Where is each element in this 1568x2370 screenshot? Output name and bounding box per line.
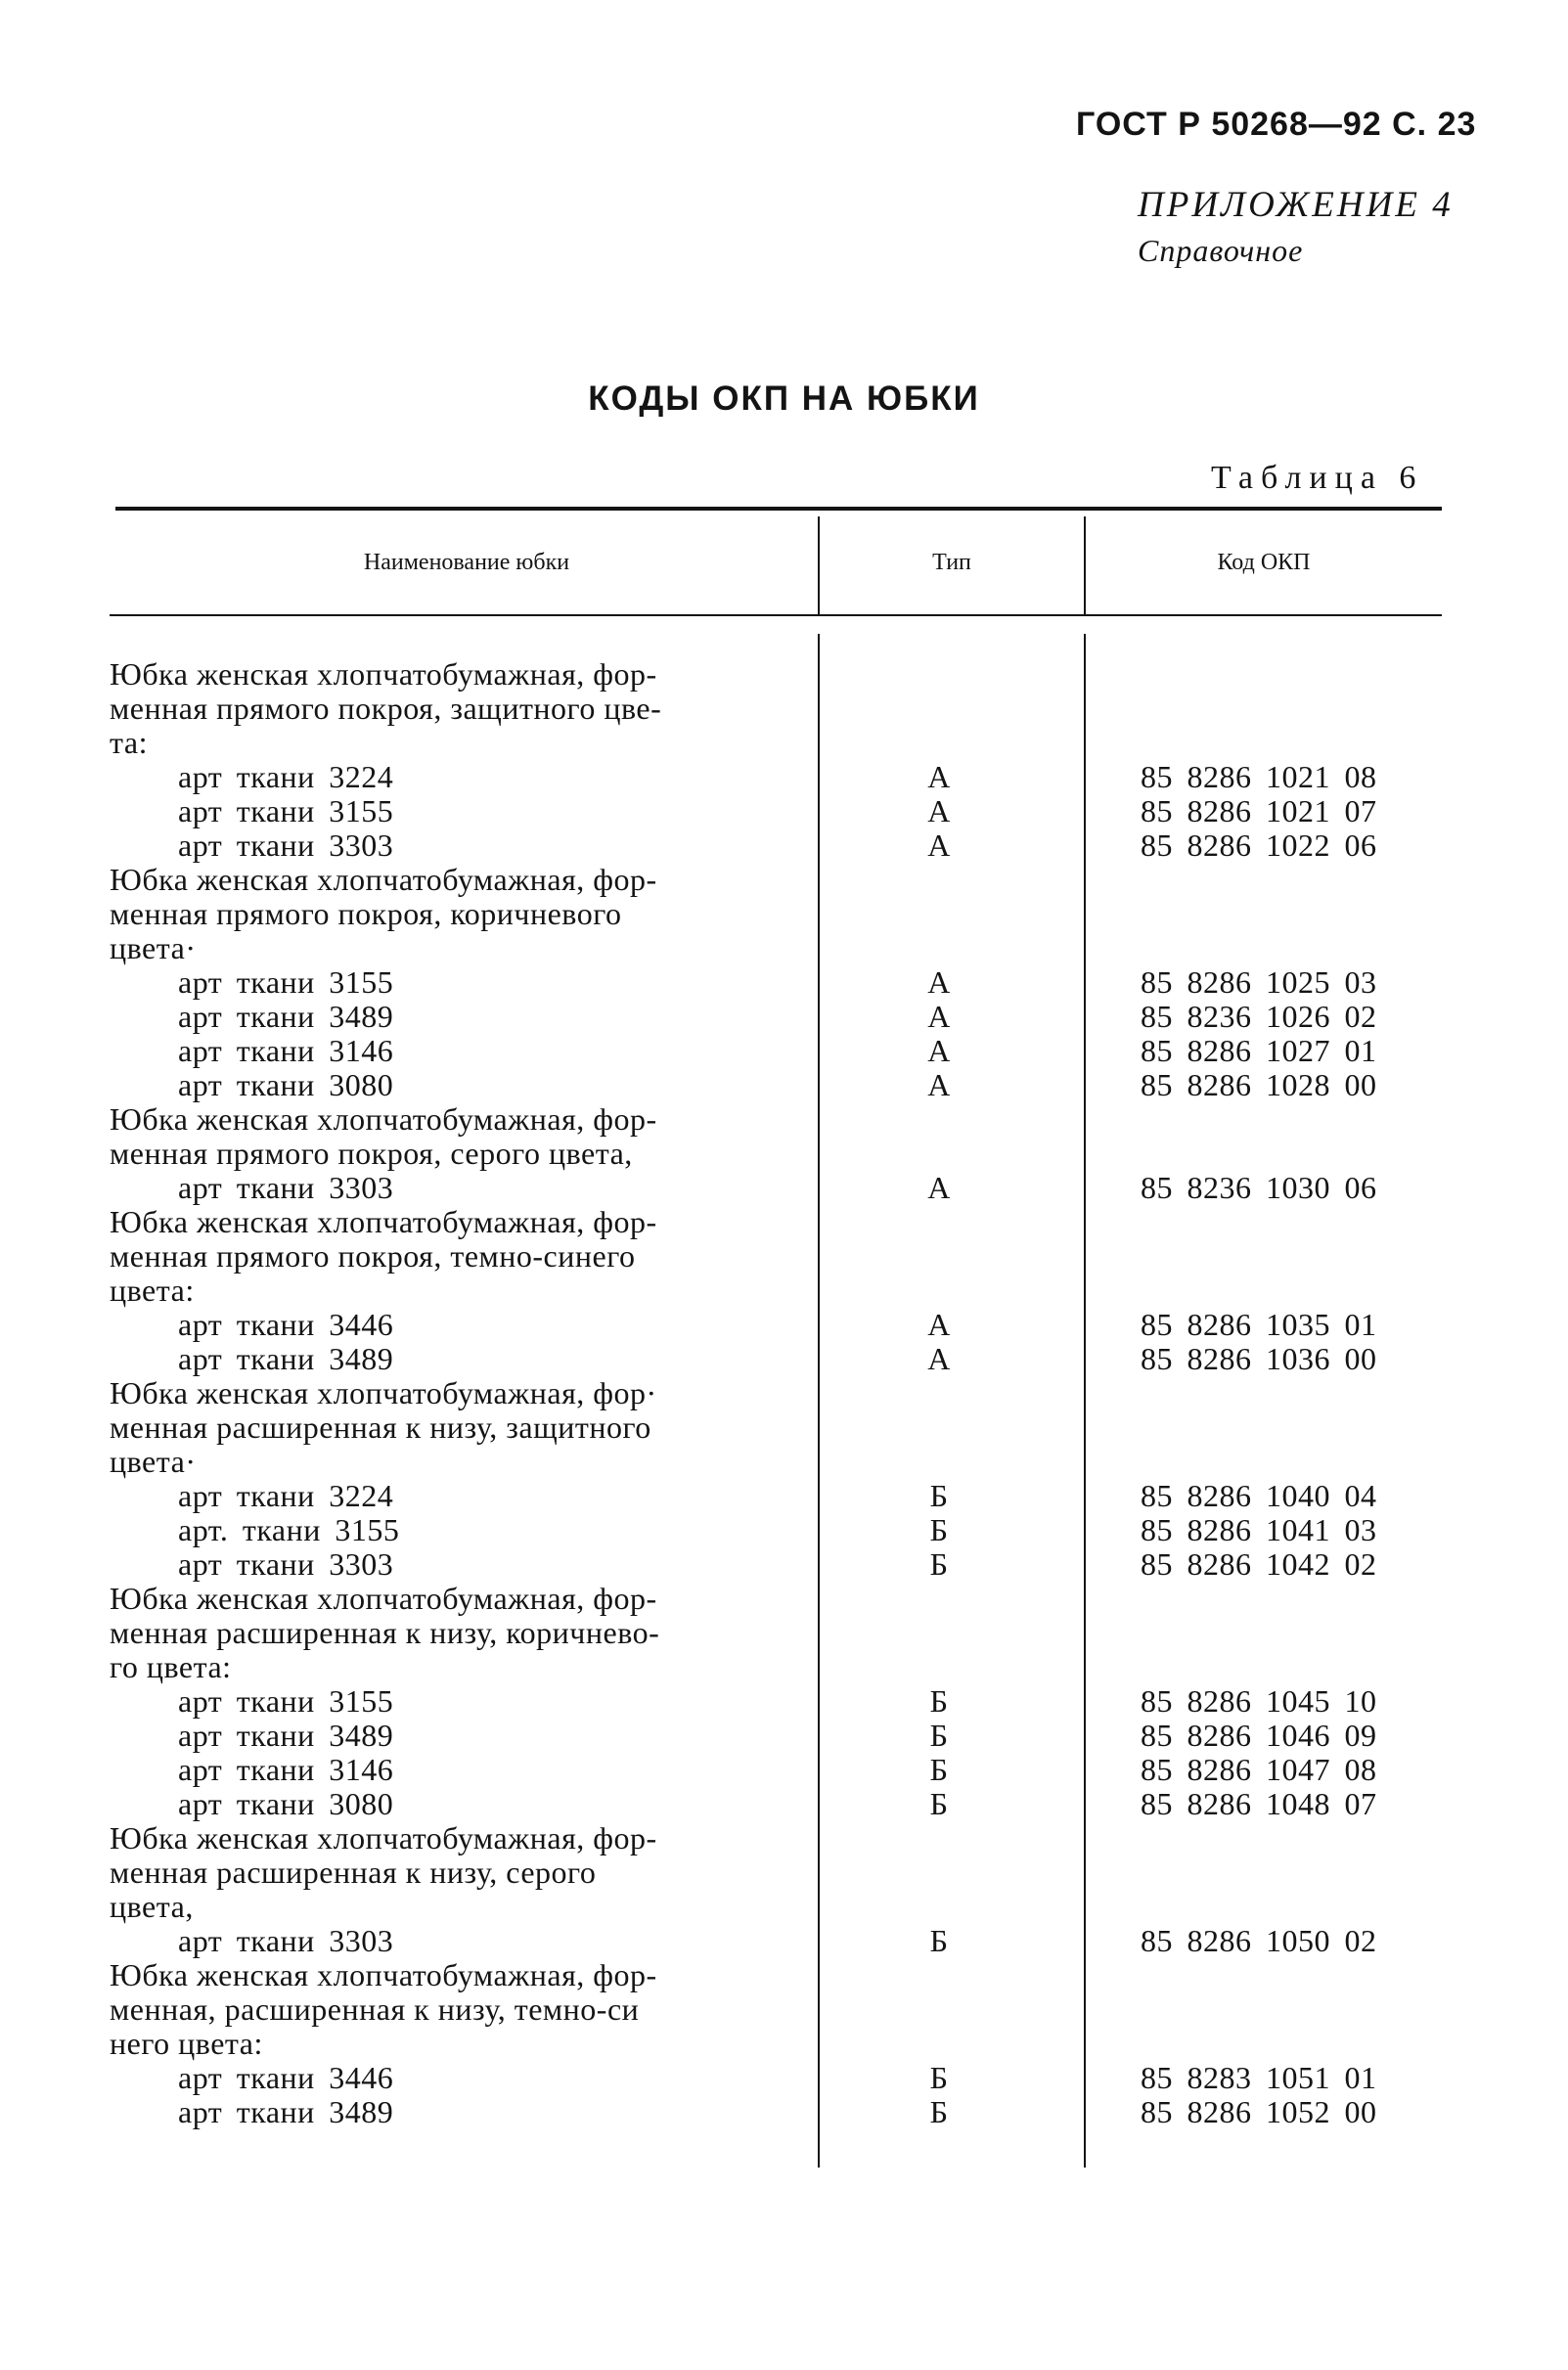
skirt-name: Юбка женская хлопчатобумажная, фор-: [110, 1101, 657, 1137]
okp-code: [1072, 1856, 1442, 1890]
okp-code: [1072, 863, 1442, 897]
okp-code: 85 8286 1028 00: [1141, 1067, 1377, 1102]
table-row: [110, 1410, 1442, 1445]
skirt-name: цвета·: [110, 930, 197, 965]
skirt-type: [806, 863, 1072, 897]
skirt-type: [806, 1205, 1072, 1239]
skirt-type: [806, 1992, 1072, 2027]
table-row: [110, 1342, 1442, 1376]
table-row: [110, 1445, 1442, 1479]
table-row: [110, 1171, 1442, 1205]
fabric-article: арт ткани 3303: [178, 1170, 394, 1205]
okp-code: 85 8286 1046 09: [1141, 1718, 1377, 1753]
skirt-type: [806, 1445, 1072, 1479]
table-row: [110, 1479, 1442, 1513]
table-row: [110, 1787, 1442, 1821]
skirt-type: [806, 1958, 1072, 1992]
skirt-type: [806, 1102, 1072, 1137]
fabric-article: арт ткани 3155: [178, 793, 394, 828]
fabric-article: арт ткани 3080: [178, 1786, 394, 1821]
table-row: [110, 931, 1442, 965]
okp-code: 85 8286 1052 00: [1141, 2094, 1377, 2129]
okp-code: [1072, 1821, 1442, 1856]
table-row: [110, 1582, 1442, 1616]
okp-code: 85 8286 1021 08: [1141, 759, 1377, 794]
okp-code: 85 8286 1035 01: [1141, 1307, 1377, 1342]
table-row: [110, 828, 1442, 863]
table-row: [110, 2061, 1442, 2095]
okp-code: 85 8286 1021 07: [1141, 793, 1377, 828]
okp-code: [1072, 1274, 1442, 1308]
okp-code: [1072, 1616, 1442, 1650]
fabric-article: арт ткани 3224: [178, 759, 394, 794]
fabric-article: арт ткани 3146: [178, 1033, 394, 1068]
table-row: [110, 1376, 1442, 1410]
skirt-name: Юбка женская хлопчатобумажная, фор-: [110, 1820, 657, 1856]
table-row: [110, 2027, 1442, 2061]
skirt-type: [806, 931, 1072, 965]
okp-code: [1072, 1650, 1442, 1684]
table-row: [110, 657, 1442, 692]
okp-code: [1072, 1102, 1442, 1137]
appendix-type: Справочное: [1138, 233, 1304, 268]
table-row: [110, 863, 1442, 897]
skirt-type: [806, 897, 1072, 931]
skirt-type: [806, 692, 1072, 726]
okp-code: 85 8236 1030 06: [1141, 1170, 1377, 1205]
skirt-name: менная прямого покроя, серого цвета,: [110, 1136, 633, 1171]
skirt-name: менная расширенная к низу, коричнево-: [110, 1615, 660, 1650]
okp-code: [1072, 1958, 1442, 1992]
okp-code: 85 8286 1040 04: [1141, 1478, 1377, 1513]
table-row: [110, 1513, 1442, 1547]
table-top-rule: [115, 507, 1442, 511]
skirt-type: [806, 1239, 1072, 1274]
fabric-article: арт. ткани 3155: [178, 1512, 400, 1547]
skirt-type: А: [927, 999, 951, 1034]
skirt-name: Юбка женская хлопчатобумажная, фор-: [110, 1957, 657, 1992]
skirt-type: Б: [929, 2094, 949, 2129]
skirt-type: Б: [929, 1786, 949, 1821]
skirt-name: него цвета:: [110, 2026, 263, 2061]
skirt-name: Юбка женская хлопчатобумажная, фор-: [110, 1204, 657, 1239]
table-row: [110, 1205, 1442, 1239]
okp-code: [1072, 1445, 1442, 1479]
skirt-name: менная, расширенная к низу, темно-си: [110, 1991, 640, 2027]
okp-code: 85 8286 1041 03: [1141, 1512, 1377, 1547]
fabric-article: арт ткани 3155: [178, 964, 394, 1000]
skirt-type: [806, 1856, 1072, 1890]
table-row: [110, 1102, 1442, 1137]
skirt-type: [806, 2027, 1072, 2061]
fabric-article: арт ткани 3489: [178, 1718, 394, 1753]
skirt-type: А: [927, 1341, 951, 1376]
skirt-type: Б: [929, 1718, 949, 1753]
skirt-name: цвета·: [110, 1444, 197, 1479]
table-row: [110, 1821, 1442, 1856]
okp-code: 85 8286 1048 07: [1141, 1786, 1377, 1821]
table-row: [110, 1924, 1442, 1958]
okp-code: 85 8286 1047 08: [1141, 1752, 1377, 1787]
okp-code: 85 8286 1036 00: [1141, 1341, 1377, 1376]
table-body: [110, 657, 1442, 2129]
table-row: [110, 897, 1442, 931]
fabric-article: арт ткани 3446: [178, 2060, 394, 2095]
skirt-type: [806, 657, 1072, 692]
table-row: [110, 1308, 1442, 1342]
okp-code: 85 8286 1045 10: [1141, 1683, 1377, 1719]
table-row: [110, 1650, 1442, 1684]
okp-code: [1072, 1890, 1442, 1924]
skirt-type: Б: [929, 1478, 949, 1513]
table-row: [110, 1684, 1442, 1719]
skirt-type: [806, 1582, 1072, 1616]
okp-code: [1072, 1137, 1442, 1171]
skirt-name: Юбка женская хлопчатобумажная, фор·: [110, 1375, 657, 1410]
skirt-type: [806, 1274, 1072, 1308]
table-row: [110, 692, 1442, 726]
document-title: КОДЫ ОКП НА ЮБКИ: [588, 380, 980, 418]
okp-code: [1072, 726, 1442, 760]
skirt-name: менная расширенная к низу, защитного: [110, 1409, 651, 1445]
table-row: [110, 1958, 1442, 1992]
okp-code: 85 8286 1027 01: [1141, 1033, 1377, 1068]
okp-code: [1072, 1582, 1442, 1616]
column-header-code: Код ОКП: [1217, 550, 1311, 575]
skirt-name: менная прямого покроя, защитного цве-: [110, 691, 662, 726]
skirt-name: го цвета:: [110, 1649, 232, 1684]
skirt-name: менная расширенная к низу, серого: [110, 1855, 597, 1890]
skirt-type: Б: [929, 1683, 949, 1719]
okp-code: 85 8286 1042 02: [1141, 1546, 1377, 1582]
okp-code: [1072, 897, 1442, 931]
skirt-type: [806, 1616, 1072, 1650]
fabric-article: арт ткани 3446: [178, 1307, 394, 1342]
skirt-type: Б: [929, 1512, 949, 1547]
okp-code: [1072, 1376, 1442, 1410]
okp-code: [1072, 2027, 1442, 2061]
skirt-name: цвета:: [110, 1273, 195, 1308]
table-row: [110, 1000, 1442, 1034]
table-row: [110, 1239, 1442, 1274]
column-header-name: Наименование юбки: [363, 550, 570, 575]
skirt-type: Б: [929, 1752, 949, 1787]
okp-code: [1072, 1992, 1442, 2027]
table-row: [110, 1137, 1442, 1171]
table-row: [110, 1616, 1442, 1650]
okp-code: 85 8286 1050 02: [1141, 1923, 1377, 1958]
skirt-type: А: [927, 1307, 951, 1342]
skirt-name: Юбка женская хлопчатобумажная, фор-: [110, 1581, 657, 1616]
okp-code: 85 8236 1026 02: [1141, 999, 1377, 1034]
table-row: [110, 1753, 1442, 1787]
table-row: [110, 1856, 1442, 1890]
table-row: [110, 1034, 1442, 1068]
skirt-name: менная прямого покроя, темно-синего: [110, 1238, 636, 1274]
skirt-type: [806, 1890, 1072, 1924]
okp-code: 85 8286 1022 06: [1141, 827, 1377, 863]
skirt-name: Юбка женская хлопчатобумажная, фор-: [110, 656, 657, 692]
table-row: [110, 2095, 1442, 2129]
skirt-type: [806, 1137, 1072, 1171]
okp-code: [1072, 1239, 1442, 1274]
fabric-article: арт ткани 3146: [178, 1752, 394, 1787]
fabric-article: арт ткани 3489: [178, 2094, 394, 2129]
column-header-type: Тип: [932, 550, 971, 575]
skirt-type: [806, 726, 1072, 760]
fabric-article: арт ткани 3489: [178, 999, 394, 1034]
table-row: [110, 1068, 1442, 1102]
skirt-type: [806, 1650, 1072, 1684]
table-header-rule: [110, 614, 1442, 616]
skirt-type: А: [927, 1067, 951, 1102]
fabric-article: арт ткани 3303: [178, 1546, 394, 1582]
okp-code: [1072, 1205, 1442, 1239]
skirt-name: Юбка женская хлопчатобумажная, фор-: [110, 862, 657, 897]
skirt-type: А: [927, 1170, 951, 1205]
okp-code: [1072, 931, 1442, 965]
table-row: [110, 1992, 1442, 2027]
appendix-title: ПРИЛОЖЕНИЕ 4: [1138, 185, 1454, 225]
table-row: [110, 1274, 1442, 1308]
okp-code: 85 8283 1051 01: [1141, 2060, 1377, 2095]
fabric-article: арт ткани 3155: [178, 1683, 394, 1719]
skirt-type: А: [927, 827, 951, 863]
okp-code: 85 8286 1025 03: [1141, 964, 1377, 1000]
fabric-article: арт ткани 3224: [178, 1478, 394, 1513]
table-row: [110, 760, 1442, 794]
skirt-type: [806, 1376, 1072, 1410]
skirt-type: Б: [929, 1923, 949, 1958]
fabric-article: арт ткани 3303: [178, 1923, 394, 1958]
skirt-type: А: [927, 793, 951, 828]
page-header-standard: ГОСТ Р 50268—92 С. 23: [1076, 106, 1477, 143]
fabric-article: арт ткани 3303: [178, 827, 394, 863]
skirt-name: цвета,: [110, 1889, 194, 1924]
skirt-type: [806, 1821, 1072, 1856]
skirt-type: А: [927, 759, 951, 794]
skirt-type: А: [927, 964, 951, 1000]
okp-code: [1072, 692, 1442, 726]
skirt-name: менная прямого покроя, коричневого: [110, 896, 622, 931]
skirt-type: [806, 1410, 1072, 1445]
table-row: [110, 1890, 1442, 1924]
fabric-article: арт ткани 3080: [178, 1067, 394, 1102]
skirt-name: та:: [110, 725, 148, 760]
table-label: Таблица 6: [1211, 460, 1424, 496]
okp-code: [1072, 1410, 1442, 1445]
table-row: [110, 726, 1442, 760]
table-row: [110, 965, 1442, 1000]
fabric-article: арт ткани 3489: [178, 1341, 394, 1376]
skirt-type: А: [927, 1033, 951, 1068]
skirt-type: Б: [929, 2060, 949, 2095]
table-row: [110, 1547, 1442, 1582]
table-row: [110, 1719, 1442, 1753]
table-row: [110, 794, 1442, 828]
okp-code: [1072, 657, 1442, 692]
skirt-type: Б: [929, 1546, 949, 1582]
